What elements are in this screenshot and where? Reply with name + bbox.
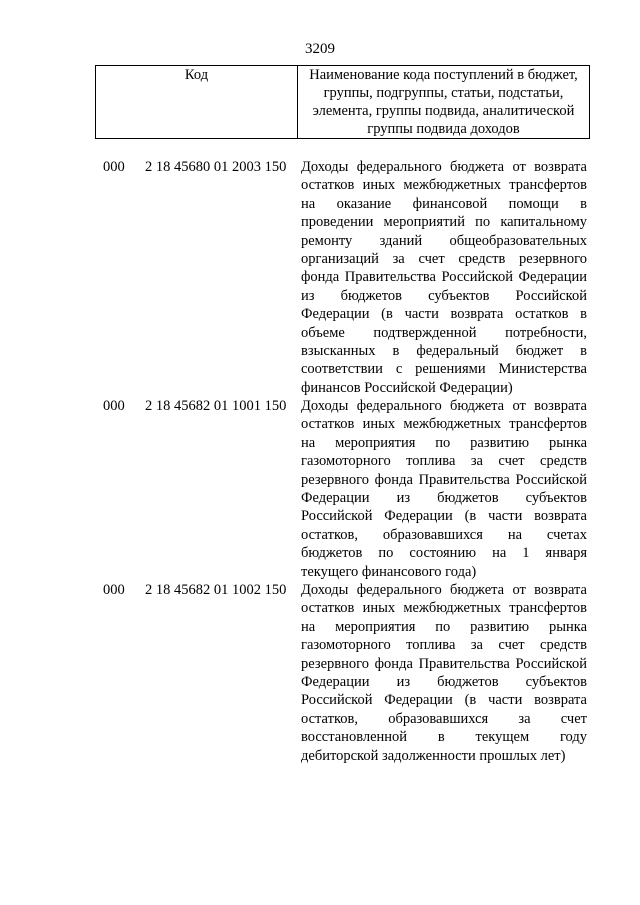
revenue-description [301, 158, 587, 397]
revenue-code: 2 18 45682 01 1001 150 [145, 398, 287, 415]
description-line: Федерации из бюджетов субъектов [301, 490, 587, 507]
header-name-line: Наименование кода поступлений в бюджет, [309, 67, 578, 83]
description-line: объеме подтвержденной потребности, [301, 324, 587, 341]
description-line: Доходы федерального бюджета от возврата [301, 398, 587, 415]
description-line: восстановленной в текущем году [301, 729, 587, 746]
description-line: резервного фонда Правительства Российской [301, 655, 587, 672]
description-line: остатков иных межбюджетных трансфертов [301, 600, 587, 617]
revenue-code-row [0, 397, 640, 581]
description-line: остатков, образовавшихся за счет [301, 710, 587, 727]
description-line: соответствии с решениями Министерства [301, 361, 587, 378]
description-line: газомоторного топлива за счет средств [301, 453, 587, 470]
description-line: Российской Федерации (в части возврата [301, 692, 587, 709]
description-line: бюджетов по состоянию на 1 января [301, 545, 587, 562]
description-line: из бюджетов субъектов Российской [301, 287, 587, 304]
header-name-line: группы, подгруппы, статьи, подстатьи, [323, 85, 564, 101]
description-line: Российской Федерации (в части возврата [301, 508, 587, 525]
admin-code: 000 [103, 581, 125, 598]
admin-code: 000 [103, 398, 125, 415]
description-line: проведении мероприятий по капитальному [301, 214, 587, 231]
header-code-cell: Код [96, 66, 298, 139]
description-line: на мероприятия по развитию рынка [301, 434, 587, 451]
revenue-code-row [0, 158, 640, 397]
description-line: Федерации из бюджетов субъектов [301, 673, 587, 690]
description-line: на мероприятия по развитию рынка [301, 618, 587, 635]
description-line: Федерации (в части возврата остатков в [301, 306, 587, 323]
description-line: взысканных в федеральный бюджет в [301, 342, 587, 359]
revenue-description [301, 581, 587, 765]
revenue-description [301, 397, 587, 581]
description-line: Доходы федерального бюджета от возврата [301, 159, 587, 175]
description-line: текущего финансового года) [301, 563, 477, 580]
description-line: финансов Российской Федерации) [301, 379, 513, 396]
description-line: ремонту зданий общеобразовательных [301, 232, 587, 249]
admin-code: 000 [103, 159, 125, 175]
revenue-code: 2 18 45680 01 2003 150 [145, 159, 287, 175]
description-line: дебиторской задолженности прошлых лет) [301, 747, 566, 764]
header-name-line: группы подвида доходов [367, 121, 520, 137]
description-line: организаций за счет средств резервного [301, 250, 587, 267]
description-line: на оказание финансовой помощи в [301, 195, 587, 212]
revenue-code-list [0, 158, 640, 765]
description-line: остатков иных межбюджетных трансфертов [301, 416, 587, 433]
header-name-line: элемента, группы подвида, аналитической [312, 103, 575, 119]
description-line: остатков, образовавшихся на счетах [301, 526, 587, 543]
description-line: остатков иных межбюджетных трансфертов [301, 177, 587, 194]
page-number: 3209 [305, 41, 335, 57]
description-line: газомоторного топлива за счет средств [301, 637, 587, 654]
revenue-code: 2 18 45682 01 1002 150 [145, 581, 287, 598]
description-line: резервного фонда Правительства Российской [301, 471, 587, 488]
column-header-table [95, 65, 590, 139]
header-name-cell [298, 66, 590, 139]
description-line: фонда Правительства Российской Федерации [301, 269, 587, 286]
revenue-code-row [0, 581, 640, 765]
description-line: Доходы федерального бюджета от возврата [301, 581, 587, 598]
